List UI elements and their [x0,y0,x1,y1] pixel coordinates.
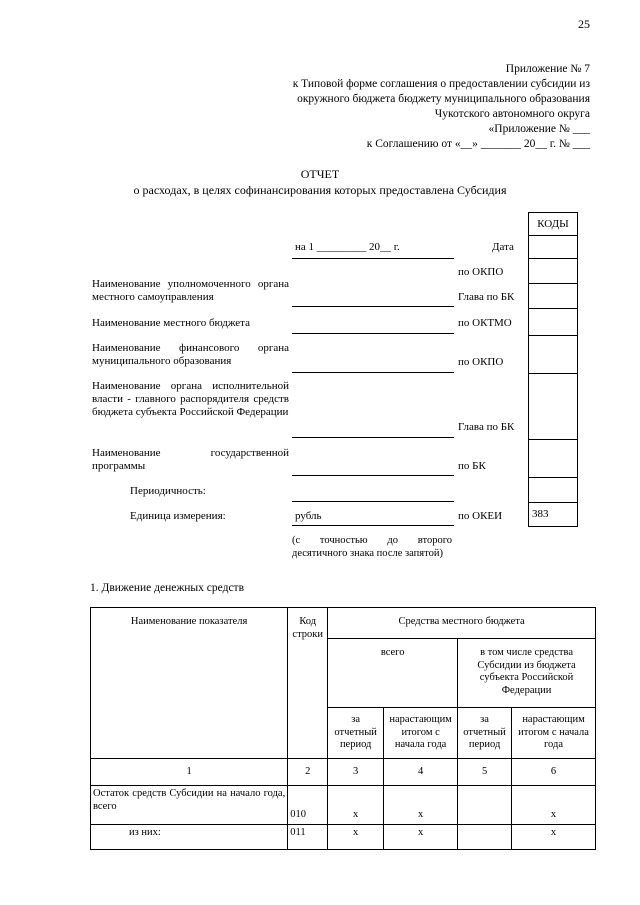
row-value[interactable]: x [512,825,596,850]
org-field[interactable] [292,306,454,307]
row-value[interactable]: x [512,786,596,825]
code-cell-glava-2[interactable] [528,374,578,440]
appendix-line: Чукотского автономного округа [434,108,590,120]
header-cumulative-2: нарастающим итогом с начала года [512,708,596,759]
periodicity-field[interactable] [292,501,454,502]
col-number: 6 [512,759,596,786]
budget-field[interactable] [292,333,454,334]
code-cell-oktmo[interactable] [528,309,578,336]
date-label: Дата [492,241,514,253]
exec-body-label: Наименование органа исполнительной власти - главного распорядителя средств бюджета субъекта Российской Федерации [92,380,289,418]
okpo-label-2: по ОКПО [458,356,504,368]
col-number: 1 [91,759,288,786]
row-value[interactable]: x [328,825,384,850]
oktmo-label: по ОКТМО [458,317,512,329]
page-number: 25 [578,17,590,31]
header-indicator: Наименование показателя [91,608,288,759]
header-cumulative: нарастающим итогом с начала года [384,708,458,759]
col-number: 5 [458,759,512,786]
code-cell-glava-1[interactable] [528,284,578,309]
code-cell-bk[interactable] [528,440,578,478]
budget-label: Наименование местного бюджета [92,317,250,329]
report-title-block [0,166,640,198]
program-label: Наименование государственной программы [92,447,289,472]
codes-header: КОДЫ [528,212,578,236]
header-code: Код строки [288,608,328,759]
header-period: за отчетный период [328,708,384,759]
glava-label-2: Глава по БК [458,421,515,433]
date-underline [292,258,454,259]
header-total: всего [328,639,458,708]
col-number: 3 [328,759,384,786]
header-including-subsidy: в том числе средства Субсидии из бюджета субъекта Российской Федерации [458,639,596,708]
glava-label-1: Глава по БК [458,291,515,303]
row-code: 011 [288,825,328,850]
bk-label: по БК [458,460,486,472]
fin-org-label: Наименование финансового органа муниципального образования [92,342,289,367]
section-title: 1. Движение денежных средств [90,582,244,594]
row-value[interactable]: x [328,786,384,825]
exec-body-field[interactable] [292,437,454,438]
fin-org-field[interactable] [292,372,454,373]
unit-underline [292,525,454,526]
row-value[interactable] [458,825,512,850]
appendix-line: окружного бюджета бюджету муниципального образования [297,93,590,105]
program-field[interactable] [292,475,454,476]
periodicity-label: Периодичность: [130,485,206,497]
okei-label: по ОКЕИ [458,510,503,522]
appendix-line: к Соглашению от «__» _______ 20__ г. № ___ [366,138,590,150]
col-number: 2 [288,759,328,786]
unit-value: рубль [295,510,322,522]
appendix-header [170,62,590,152]
row-value[interactable]: x [384,825,458,850]
unit-label: Единица измерения: [130,510,226,522]
org-label: Наименование уполномоченного органа местного самоуправления [92,278,289,303]
report-date-line: на 1 _________ 20__ г. [295,241,400,253]
header-local-budget: Средства местного бюджета [328,608,596,639]
okpo-label-1: по ОКПО [458,266,504,278]
precision-note: (с точностью до второго десятичного знака после запятой) [292,535,452,559]
appendix-line: Приложение № 7 [505,63,590,75]
code-cell-date[interactable] [528,235,578,259]
appendix-line: к Типовой форме соглашения о предоставлении субсидии из [292,78,590,90]
code-cell-okpo-1[interactable] [528,259,578,284]
row-value[interactable] [458,786,512,825]
table-row [91,825,596,850]
row-name: из них: [91,825,288,850]
code-cell-period[interactable] [528,478,578,503]
row-value[interactable]: x [384,786,458,825]
cash-movement-table [90,607,596,850]
code-cell-okpo-2[interactable] [528,336,578,374]
report-subtitle: о расходах, в целях софинансирования которых предоставлена Субсидия [133,183,507,197]
appendix-line: «Приложение № ___ [488,123,590,135]
row-code: 010 [288,786,328,825]
header-period-2: за отчетный период [458,708,512,759]
code-cell-okei: 383 [528,503,578,527]
col-number: 4 [384,759,458,786]
report-title: ОТЧЕТ [300,167,340,181]
table-row [91,786,596,825]
row-name: Остаток средств Субсидии на начало года, всего [91,786,288,825]
